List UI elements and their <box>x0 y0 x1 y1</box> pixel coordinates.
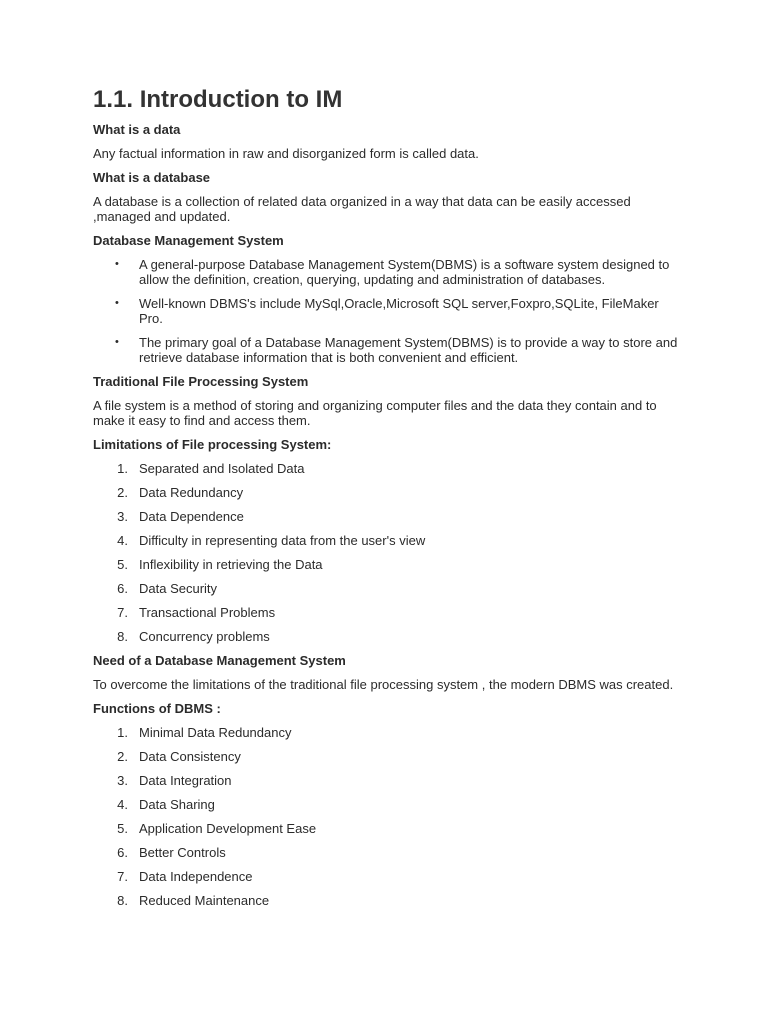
list-item <box>93 893 683 908</box>
list-number: 7. <box>117 605 128 620</box>
list-item <box>93 581 683 596</box>
list-item-text: Inflexibility in retrieving the Data <box>139 557 323 572</box>
bullet-icon: • <box>115 258 119 270</box>
list-number: 4. <box>117 533 128 548</box>
document-page <box>93 84 683 917</box>
list-item <box>93 533 683 548</box>
heading-limitations: Limitations of File processing System: <box>93 437 332 452</box>
list-item <box>93 605 683 620</box>
bullet-icon: • <box>115 336 119 348</box>
heading-functions: Functions of DBMS : <box>93 701 221 716</box>
list-item <box>93 509 683 524</box>
list-number: 8. <box>117 893 128 908</box>
list-item-text: A general-purpose Database Management System(DBMS) is a software system designed to allow the definition, creation, querying, updating and administration of databases. <box>139 257 670 287</box>
list-item-text: Minimal Data Redundancy <box>139 725 292 740</box>
heading-tfps: Traditional File Processing System <box>93 374 309 389</box>
paragraph-what-is-database: A database is a collection of related data organized in a way that data can be easily accessed ,managed and updated. <box>93 194 631 224</box>
list-item <box>93 629 683 644</box>
list-number: 7. <box>117 869 128 884</box>
list-item-text: Well-known DBMS's include MySql,Oracle,Microsoft SQL server,Foxpro,SQLite, FileMaker Pro. <box>139 296 659 326</box>
list-item-text: Concurrency problems <box>139 629 270 644</box>
list-number: 6. <box>117 581 128 596</box>
list-item <box>93 821 683 836</box>
list-item-text: Data Independence <box>139 869 253 884</box>
list-item <box>93 257 683 287</box>
dbms-bullet-list <box>93 257 683 365</box>
list-number: 3. <box>117 773 128 788</box>
list-item <box>93 485 683 500</box>
heading-need: Need of a Database Management System <box>93 653 346 668</box>
list-number: 5. <box>117 821 128 836</box>
list-number: 8. <box>117 629 128 644</box>
list-item <box>93 845 683 860</box>
heading-dbms: Database Management System <box>93 233 284 248</box>
list-number: 2. <box>117 749 128 764</box>
list-item-text: Separated and Isolated Data <box>139 461 305 476</box>
list-item <box>93 335 683 365</box>
paragraph-need: To overcome the limitations of the traditional file processing system , the modern DBMS was created. <box>93 677 674 692</box>
heading-what-is-database: What is a database <box>93 170 211 185</box>
list-item-text: Data Consistency <box>139 749 241 764</box>
bullet-icon: • <box>115 297 119 309</box>
list-number: 6. <box>117 845 128 860</box>
list-item-text: Better Controls <box>139 845 226 860</box>
list-item-text: Application Development Ease <box>139 821 317 836</box>
list-item-text: Difficulty in representing data from the user's view <box>139 533 426 548</box>
list-number: 3. <box>117 509 128 524</box>
paragraph-tfps: A file system is a method of storing and organizing computer files and the data they contain and to make it easy to find and access them. <box>93 398 657 428</box>
list-item-text: The primary goal of a Database Management System(DBMS) is to provide a way to store and retrieve database information that is both convenient and efficient. <box>139 335 678 365</box>
list-number: 1. <box>117 725 128 740</box>
list-item <box>93 296 683 326</box>
list-item <box>93 773 683 788</box>
list-number: 5. <box>117 557 128 572</box>
list-item-text: Data Integration <box>139 773 232 788</box>
list-item-text: Data Dependence <box>139 509 244 524</box>
functions-numbered-list <box>93 725 683 908</box>
list-number: 1. <box>117 461 128 476</box>
list-item <box>93 461 683 476</box>
page-title: 1.1. Introduction to IM <box>93 86 343 113</box>
list-item-text: Reduced Maintenance <box>139 893 270 908</box>
list-number: 4. <box>117 797 128 812</box>
list-item-text: Data Sharing <box>139 797 215 812</box>
list-item-text: Transactional Problems <box>139 605 276 620</box>
list-item <box>93 869 683 884</box>
list-item-text: Data Security <box>139 581 218 596</box>
list-item <box>93 725 683 740</box>
limitations-numbered-list <box>93 461 683 644</box>
paragraph-what-is-data: Any factual information in raw and disorganized form is called data. <box>93 146 479 161</box>
list-item <box>93 749 683 764</box>
list-item <box>93 797 683 812</box>
list-item-text: Data Redundancy <box>139 485 244 500</box>
list-number: 2. <box>117 485 128 500</box>
list-item <box>93 557 683 572</box>
heading-what-is-data: What is a data <box>93 122 181 137</box>
